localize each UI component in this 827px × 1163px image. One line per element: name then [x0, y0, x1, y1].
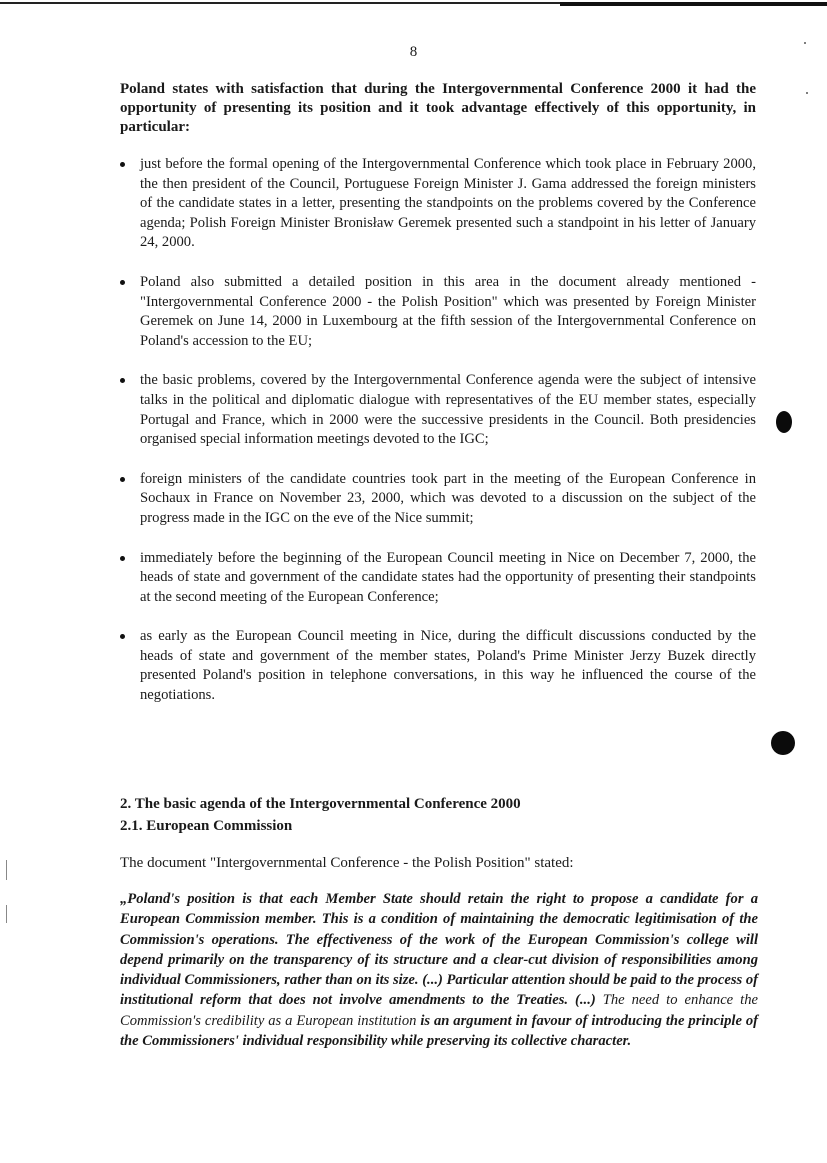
bullet-icon: [120, 477, 125, 482]
bullet-icon: [120, 634, 125, 639]
bullet-icon: [120, 378, 125, 383]
list-item: [120, 549, 756, 608]
bullet-icon: [120, 556, 125, 561]
quote-part-bold: „Poland's position is that each Member State should retain the right to propose a candidate for a European Commission member. This is a condition of maintaining the democratic legitimisation of the Commission's operations. The effectiveness of the work of the European Commission's college will depend primarily on the transparency of its structure and a clear-cut division of responsibilities among individual Commissioners, rather than on its size. (...) Particular attention should be paid to the process of institutional reform that does not involve amendments to the Treaties. (...): [120, 891, 758, 1009]
scan-speck: [806, 92, 808, 94]
list-item: [120, 273, 756, 351]
list-item-text: immediately before the beginning of the European Council meeting in Nice on December 7, 2000, the heads of state and government of the candidate states had the opportunity of presenting their standpoints at the second meeting of the European Conference;: [140, 549, 756, 605]
section-heading: 2. The basic agenda of the Intergovernmental Conference 2000: [120, 796, 521, 812]
list-item: [120, 371, 756, 449]
quote-part-bold-end: is an argument in favour of introducing the principle of the Commissioners' individual responsibility while preserving its collective character.: [120, 1012, 758, 1050]
page-number: 8: [409, 44, 418, 60]
punch-hole-upper: [776, 411, 792, 433]
list-item: [120, 627, 756, 705]
scan-edge-mark: [6, 860, 7, 880]
policy-quote: [120, 889, 758, 1051]
list-item: [120, 155, 756, 253]
list-item-text: just before the formal opening of the Intergovernmental Conference which took place in February 2000, the then president of the Council, Portuguese Foreign Minister J. Gama addressed the foreign ministers of the candidate states in a letter, presenting the standpoints on the problems covered by the Conference agenda; Polish Foreign Minister Bronisław Geremek presented such a standpoint in his letter of January 24, 2000.: [140, 156, 756, 251]
list-item-text: as early as the European Council meeting in Nice, during the difficult discussions conducted by the heads of state and government of the member states, Poland's Prime Minister Jerzy Buzek directly presented Poland's position in telephone conversations, in this way he influenced the course of the negotiations.: [140, 628, 756, 704]
punch-hole-lower: [771, 731, 795, 755]
list-item-text: the basic problems, covered by the Intergovernmental Conference agenda were the subject of intensive talks in the political and diplomatic dialogue with representatives of the EU member states, especially Portugal and France, which in 2000 were the successive presidents in the Council. Both presidencies organised special information meetings devoted to the IGC;: [140, 372, 756, 448]
list-item: [120, 470, 756, 529]
scan-edge-mark: [6, 905, 7, 923]
bullet-icon: [120, 280, 125, 285]
document-reference: The document "Intergovernmental Conference - the Polish Position" stated:: [120, 855, 574, 871]
scan-top-border-thick: [560, 2, 827, 6]
achievements-list: [120, 155, 756, 726]
subsection-heading: 2.1. European Commission: [120, 818, 293, 834]
bullet-icon: [120, 162, 125, 167]
list-item-text: foreign ministers of the candidate countries took part in the meeting of the European Conference in Sochaux in France on November 23, 2000, which was devoted to a discussion on the subject of the progress made in the IGC on the eve of the Nice summit;: [140, 470, 756, 526]
quote-part-italic: The need to enhance the Commission's credibility as a European institution: [120, 992, 758, 1029]
list-item-text: Poland also submitted a detailed position in this area in the document already mentioned - "Intergovernmental Conference 2000 - the Polish Position" which was presented by Foreign Minister Geremek on June 14, 2000 in Luxembourg at the fifth session of the Intergovernmental Conference on Poland's accession to the EU;: [140, 273, 756, 349]
intro-paragraph: Poland states with satisfaction that during the Intergovernmental Conference 2000 it had the opportunity of presenting its position and it took advantage effectively of this opportunity, in particular:: [120, 81, 756, 135]
